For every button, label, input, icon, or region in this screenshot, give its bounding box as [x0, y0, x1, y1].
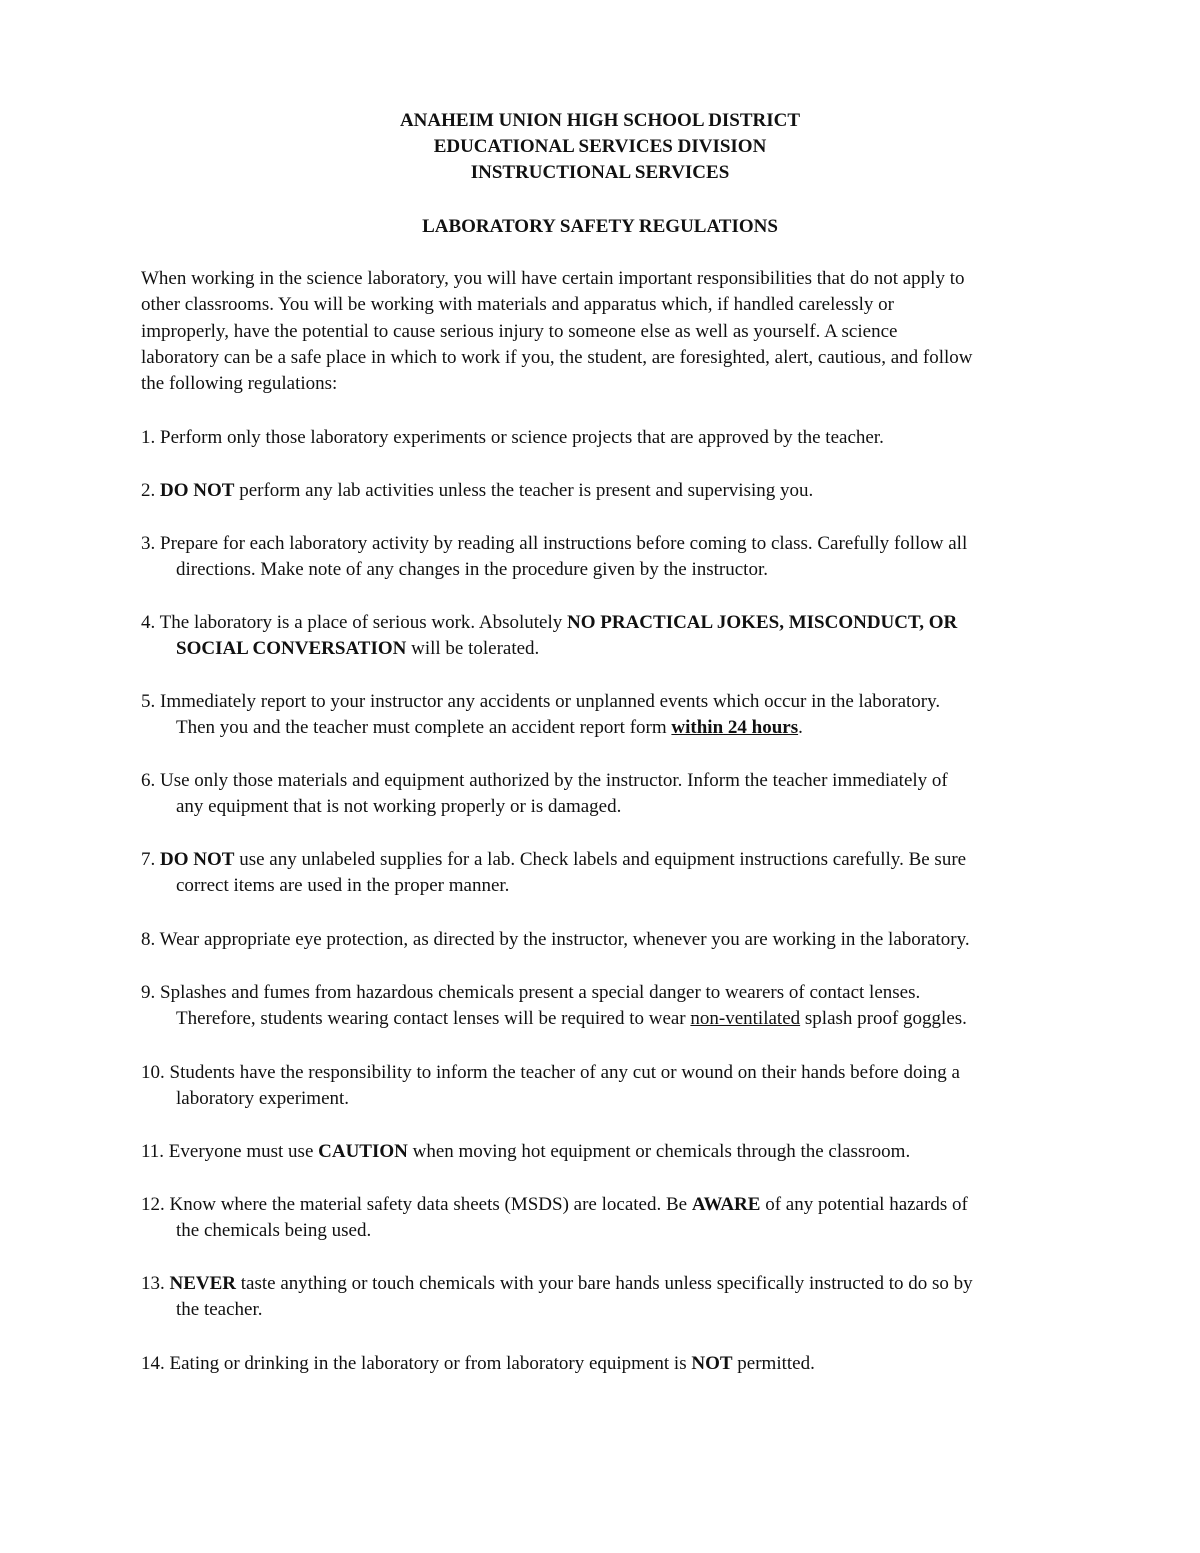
regulation-emphasis: CAUTION	[318, 1141, 408, 1162]
regulation-number: 13.	[141, 1273, 165, 1294]
regulation-text: the teacher.	[176, 1299, 263, 1321]
regulation-text: Students have the responsibility to inform the teacher of any cut or wound on their hands before doing a	[164, 1062, 960, 1083]
regulation-9	[141, 980, 1101, 1033]
regulation-emphasis: within 24 hours	[671, 717, 799, 739]
regulation-number: 11.	[141, 1141, 165, 1162]
regulation-text: taste anything or touch chemicals with your bare hands unless specifically instructed to do so by	[236, 1273, 973, 1294]
regulation-text: Splashes and fumes from hazardous chemicals present a special danger to wearers of contact lenses.	[155, 982, 921, 1003]
regulation-2	[141, 478, 1101, 504]
regulation-text: Everyone must use	[164, 1141, 319, 1162]
regulation-text: splash proof goggles.	[800, 1008, 967, 1030]
regulation-text: of any potential hazards of	[760, 1194, 968, 1215]
regulation-14	[141, 1351, 1101, 1377]
regulation-text: when moving hot equipment or chemicals through the classroom.	[407, 1141, 911, 1162]
regulation-emphasis: NOT	[691, 1353, 733, 1374]
intro-paragraph	[141, 266, 1091, 397]
regulation-text: Then you and the teacher must complete an accident report form	[176, 717, 672, 739]
regulation-number: 2.	[141, 480, 156, 501]
regulation-emphasis: non-ventilated	[690, 1008, 801, 1030]
regulation-number: 4.	[141, 612, 156, 633]
regulation-number: 5.	[141, 691, 156, 712]
regulation-emphasis: DO NOT	[160, 849, 235, 870]
regulation-emphasis: SOCIAL CONVERSATION	[176, 638, 407, 660]
regulation-text: Therefore, students wearing contact lenses will be required to wear	[176, 1008, 691, 1030]
intro-line: other classrooms. You will be working with materials and apparatus which, if handled carelessly or	[141, 294, 894, 316]
regulation-7	[141, 847, 1101, 900]
regulation-number: 9.	[141, 982, 156, 1003]
regulation-number: 7.	[141, 849, 156, 870]
regulation-text: correct items are used in the proper manner.	[176, 875, 510, 897]
regulation-1	[141, 425, 1101, 451]
intro-line: When working in the science laboratory, you will have certain important responsibilities that do not apply to	[141, 268, 965, 289]
regulation-text: Prepare for each laboratory activity by reading all instructions before coming to class. Carefully follow all	[155, 533, 968, 554]
regulation-emphasis: DO NOT	[160, 480, 235, 501]
document-title: LABORATORY SAFETY REGULATIONS	[422, 216, 778, 237]
regulation-text: permitted.	[732, 1353, 815, 1374]
regulation-6	[141, 768, 1101, 821]
regulation-3	[141, 531, 1101, 584]
intro-line: laboratory can be a safe place in which to work if you, the student, are foresighted, alert, cautious, and follow	[141, 346, 973, 368]
regulation-text: will be tolerated.	[406, 638, 540, 660]
regulation-emphasis: NEVER	[169, 1273, 237, 1294]
regulation-text: Perform only those laboratory experiments or science projects that are approved by the teacher.	[155, 427, 884, 448]
regulation-5	[141, 689, 1101, 742]
regulation-13	[141, 1271, 1101, 1324]
regulation-number: 6.	[141, 770, 156, 791]
regulation-11	[141, 1139, 1101, 1165]
regulation-number: 3.	[141, 533, 156, 554]
regulation-text: Eating or drinking in the laboratory or from laboratory equipment is	[164, 1353, 692, 1374]
intro-line: improperly, have the potential to cause serious injury to someone else as well as yourself. A science	[141, 320, 898, 342]
regulation-text: Use only those materials and equipment authorized by the instructor. Inform the teacher immediately of	[155, 770, 948, 791]
regulation-text: .	[798, 717, 803, 739]
regulation-number: 12.	[141, 1194, 165, 1215]
regulation-number: 1.	[141, 427, 156, 448]
regulation-text: Wear appropriate eye protection, as directed by the instructor, whenever you are working in the laboratory.	[155, 929, 970, 950]
header-line-services: INSTRUCTIONAL SERVICES	[470, 162, 730, 183]
regulation-text: use any unlabeled supplies for a lab. Check labels and equipment instructions carefully. Be sure	[234, 849, 967, 870]
regulation-number: 10.	[141, 1062, 165, 1083]
district-header	[0, 108, 1200, 186]
header-line-division: EDUCATIONAL SERVICES DIVISION	[433, 136, 767, 157]
regulation-4	[141, 610, 1101, 663]
regulation-emphasis: AWARE	[691, 1194, 761, 1215]
regulation-number: 14.	[141, 1353, 165, 1374]
regulation-text: Know where the material safety data sheets (MSDS) are located. Be	[164, 1194, 692, 1215]
regulation-number: 8.	[141, 929, 156, 950]
regulation-10	[141, 1060, 1101, 1113]
regulation-text: any equipment that is not working properly or is damaged.	[176, 796, 622, 818]
regulation-text: The laboratory is a place of serious work. Absolutely	[155, 612, 567, 633]
regulation-emphasis: NO PRACTICAL JOKES, MISCONDUCT, OR	[567, 612, 958, 633]
regulation-text: Immediately report to your instructor any accidents or unplanned events which occur in the laboratory.	[155, 691, 941, 712]
intro-line: the following regulations:	[141, 373, 338, 395]
regulation-12	[141, 1192, 1101, 1245]
regulation-text: laboratory experiment.	[176, 1088, 350, 1110]
regulation-text: directions. Make note of any changes in the procedure given by the instructor.	[176, 559, 768, 581]
header-line-district: ANAHEIM UNION HIGH SCHOOL DISTRICT	[399, 110, 801, 131]
regulation-8	[141, 927, 1101, 953]
regulation-text: perform any lab activities unless the teacher is present and supervising you.	[234, 480, 814, 501]
regulation-text: the chemicals being used.	[176, 1220, 372, 1242]
